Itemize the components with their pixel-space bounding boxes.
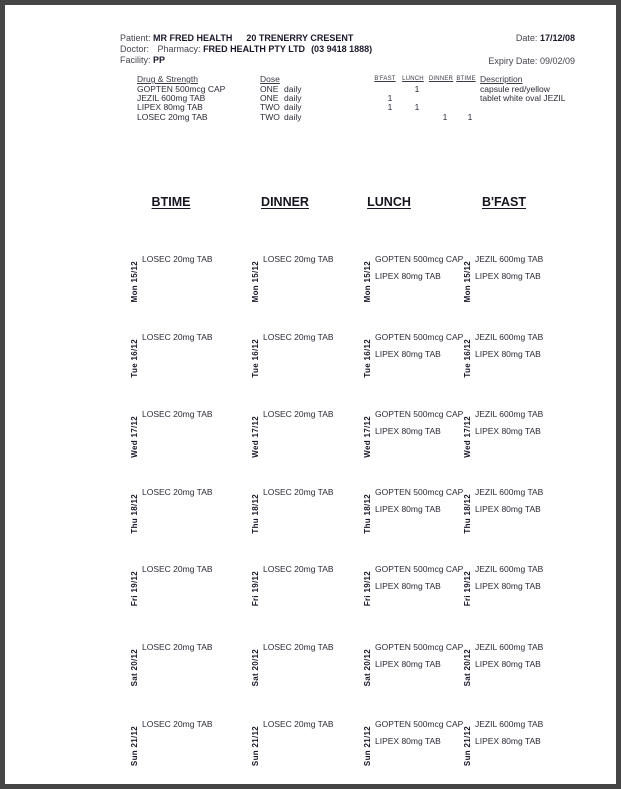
- drug-line: LIPEX 80mg TAB: [475, 271, 541, 281]
- day-label: Sat 20/12: [463, 648, 472, 686]
- grid-cell: [251, 406, 361, 476]
- drug-line: LOSEC 20mg TAB: [142, 409, 213, 419]
- drug-line: LOSEC 20mg TAB: [263, 719, 334, 729]
- pharmacy-phone: (03 9418 1888): [311, 44, 373, 54]
- grid-cell: [463, 251, 573, 321]
- cell-drug-list: [475, 329, 543, 363]
- grid-cell: [363, 639, 473, 709]
- drug-line: LIPEX 80mg TAB: [375, 581, 441, 591]
- cell-drug-list: [263, 406, 334, 423]
- drug-line: LOSEC 20mg TAB: [263, 641, 334, 652]
- cell-drug-list: [142, 484, 213, 501]
- med-drug: JEZIL 600mg TAB: [137, 93, 206, 104]
- drug-line: LOSEC 20mg TAB: [263, 409, 334, 419]
- grid-cell: [463, 484, 573, 554]
- med-dose-freq: daily: [284, 102, 302, 113]
- cell-drug-list: [142, 406, 213, 423]
- cell-drug-list: [142, 716, 213, 733]
- facility-line: [120, 55, 165, 65]
- cell-drug-list: [475, 406, 543, 440]
- grid-cell: [251, 639, 361, 709]
- day-label: Wed 17/12: [251, 416, 260, 458]
- col-header-btime: BTIME: [456, 76, 476, 82]
- cell-drug-list: [263, 484, 334, 501]
- drug-line: LOSEC 20mg TAB: [142, 564, 213, 574]
- grid-cell: [363, 329, 473, 399]
- drug-line: LIPEX 80mg TAB: [375, 736, 441, 746]
- drug-line: LOSEC 20mg TAB: [263, 254, 334, 264]
- cell-drug-list: [263, 329, 334, 346]
- drug-line: LOSEC 20mg TAB: [142, 486, 213, 497]
- drug-line: LOSEC 20mg TAB: [263, 564, 334, 574]
- medication-row: [5, 112, 621, 122]
- day-label: Thu 18/12: [251, 493, 260, 534]
- cell-drug-list: [475, 484, 543, 518]
- cell-drug-list: [142, 251, 213, 268]
- grid-cell: [463, 716, 573, 786]
- cell-drug-list: [375, 716, 463, 750]
- day-label: Sat 20/12: [130, 648, 139, 686]
- drug-line: LIPEX 80mg TAB: [375, 348, 441, 359]
- day-label: Sun 21/12: [130, 726, 139, 767]
- day-label: Mon 15/12: [463, 261, 472, 303]
- med-bfast-count: 1: [387, 102, 393, 113]
- drug-line: JEZIL 600mg TAB: [475, 254, 544, 264]
- drug-line: GOPTEN 500mcg CAP: [375, 486, 464, 497]
- grid-cell: [463, 639, 573, 709]
- day-label: Thu 18/12: [130, 493, 139, 534]
- day-label: Wed 17/12: [130, 416, 139, 458]
- col-header-description: Description: [480, 74, 523, 84]
- drug-line: JEZIL 600mg TAB: [475, 409, 544, 419]
- med-dose-freq: daily: [284, 111, 302, 122]
- day-label: Wed 17/12: [363, 416, 372, 458]
- drug-line: LOSEC 20mg TAB: [142, 331, 213, 342]
- grid-cell: [463, 329, 573, 399]
- date-value: 17/12/08: [539, 33, 575, 43]
- patient-line: [120, 33, 353, 43]
- med-dose-qty: ONE: [260, 93, 279, 104]
- grid-column-header-bfast: B'FAST: [482, 195, 526, 209]
- col-header-drug-strength: Drug & Strength: [137, 74, 198, 84]
- drug-line: LOSEC 20mg TAB: [263, 486, 334, 497]
- drug-line: LIPEX 80mg TAB: [475, 348, 541, 359]
- cell-drug-list: [475, 639, 543, 673]
- day-label: Fri 19/12: [463, 571, 472, 607]
- cell-drug-list: [142, 561, 213, 578]
- drug-line: JEZIL 600mg TAB: [475, 331, 544, 342]
- med-dinner-count: 1: [442, 111, 448, 122]
- day-label: Sat 20/12: [251, 648, 260, 686]
- med-description: capsule red/yellow: [480, 84, 550, 94]
- grid-cell: [463, 406, 573, 476]
- cell-drug-list: [263, 251, 334, 268]
- med-drug: GOPTEN 500mcg CAP: [137, 84, 226, 94]
- med-btime-count: 1: [467, 111, 473, 122]
- grid-cell: [130, 406, 240, 476]
- cell-drug-list: [142, 329, 213, 346]
- grid-cell: [130, 251, 240, 321]
- day-label: Sat 20/12: [363, 648, 372, 686]
- med-drug: LOSEC 20mg TAB: [137, 111, 208, 122]
- expiry-line: [440, 56, 575, 66]
- cell-drug-list: [375, 251, 463, 285]
- cell-drug-list: [375, 561, 463, 595]
- grid-cell: [130, 484, 240, 554]
- grid-column-header-btime: BTIME: [151, 195, 191, 209]
- day-label: Mon 15/12: [130, 261, 139, 303]
- drug-line: JEZIL 600mg TAB: [475, 564, 544, 574]
- col-header-lunch: LUNCH: [402, 76, 424, 82]
- drug-line: LOSEC 20mg TAB: [263, 331, 334, 342]
- pharmacy-label: Pharmacy:: [157, 44, 201, 54]
- drug-line: GOPTEN 500mcg CAP: [375, 719, 464, 729]
- cell-drug-list: [475, 561, 543, 595]
- facility-label: Facility:: [120, 55, 151, 65]
- grid-cell: [251, 329, 361, 399]
- grid-column-header-lunch: LUNCH: [367, 195, 411, 209]
- cell-drug-list: [375, 639, 463, 673]
- patient-name: MR FRED HEALTH: [153, 33, 233, 43]
- cell-drug-list: [263, 639, 334, 656]
- grid-cell: [363, 251, 473, 321]
- med-dose-qty: TWO: [260, 102, 280, 113]
- med-dose-freq: daily: [284, 93, 302, 104]
- drug-line: LIPEX 80mg TAB: [375, 503, 441, 514]
- expiry-date-label: Expiry Date:: [488, 56, 538, 66]
- grid-cell: [363, 561, 473, 631]
- drug-line: JEZIL 600mg TAB: [475, 719, 544, 729]
- cell-drug-list: [263, 561, 334, 578]
- day-label: Sun 21/12: [363, 726, 372, 767]
- cell-drug-list: [142, 639, 213, 656]
- med-dose-qty: ONE: [260, 84, 279, 94]
- grid-cell: [363, 716, 473, 786]
- facility-value: PP: [153, 55, 166, 65]
- day-label: Tue 16/12: [463, 338, 472, 378]
- day-label: Sun 21/12: [251, 726, 260, 767]
- grid-cell: [130, 329, 240, 399]
- grid-column-header-dinner: DINNER: [261, 195, 309, 209]
- drug-line: LIPEX 80mg TAB: [475, 426, 541, 436]
- drug-line: LIPEX 80mg TAB: [475, 503, 541, 514]
- day-label: Sun 21/12: [463, 726, 472, 767]
- day-label: Mon 15/12: [251, 261, 260, 303]
- grid-cell: [130, 716, 240, 786]
- drug-line: LIPEX 80mg TAB: [375, 658, 441, 669]
- drug-line: LIPEX 80mg TAB: [375, 426, 441, 436]
- grid-cell: [130, 639, 240, 709]
- patient-label: Patient:: [120, 33, 151, 43]
- drug-line: JEZIL 600mg TAB: [475, 641, 544, 652]
- drug-line: GOPTEN 500mcg CAP: [375, 409, 464, 419]
- drug-line: GOPTEN 500mcg CAP: [375, 254, 464, 264]
- drug-line: GOPTEN 500mcg CAP: [375, 641, 464, 652]
- med-drug: LIPEX 80mg TAB: [137, 102, 203, 113]
- pharmacy-name: FRED HEALTH PTY LTD: [203, 44, 306, 54]
- doctor-label: Doctor:: [120, 44, 150, 54]
- day-label: Fri 19/12: [251, 571, 260, 607]
- col-header-dinner: DINNER: [428, 76, 454, 82]
- drug-line: GOPTEN 500mcg CAP: [375, 331, 464, 342]
- grid-cell: [251, 716, 361, 786]
- drug-line: LIPEX 80mg TAB: [375, 271, 441, 281]
- cell-drug-list: [375, 406, 463, 440]
- med-bfast-count: 1: [387, 93, 393, 104]
- col-header-dose: Dose: [260, 74, 280, 84]
- day-label: Thu 18/12: [363, 493, 372, 534]
- drug-line: LIPEX 80mg TAB: [475, 736, 541, 746]
- drug-line: LOSEC 20mg TAB: [142, 641, 213, 652]
- day-label: Tue 16/12: [130, 338, 139, 378]
- col-header-bfast: B'FAST: [374, 76, 396, 82]
- date-line: [440, 33, 575, 43]
- med-lunch-count: 1: [414, 102, 420, 113]
- drug-line: LIPEX 80mg TAB: [475, 658, 541, 669]
- day-label: Thu 18/12: [463, 493, 472, 534]
- day-label: Mon 15/12: [363, 261, 372, 303]
- patient-address: 20 TRENERRY CRESENT: [246, 33, 354, 43]
- cell-drug-list: [475, 716, 543, 750]
- cell-drug-list: [263, 716, 334, 733]
- doctor-pharmacy-line: [120, 44, 372, 54]
- med-lunch-count: 1: [414, 84, 420, 94]
- grid-cell: [251, 484, 361, 554]
- grid-cell: [251, 561, 361, 631]
- drug-line: LIPEX 80mg TAB: [475, 581, 541, 591]
- cell-drug-list: [375, 484, 463, 518]
- cell-drug-list: [475, 251, 543, 285]
- day-label: Fri 19/12: [130, 571, 139, 607]
- expiry-date-value: 09/02/09: [539, 56, 575, 66]
- date-label: Date:: [515, 33, 538, 43]
- med-dose-qty: TWO: [260, 111, 280, 122]
- grid-cell: [463, 561, 573, 631]
- day-label: Wed 17/12: [463, 416, 472, 458]
- day-label: Tue 16/12: [251, 338, 260, 378]
- grid-cell: [130, 561, 240, 631]
- grid-cell: [363, 406, 473, 476]
- grid-cell: [363, 484, 473, 554]
- drug-line: GOPTEN 500mcg CAP: [375, 564, 464, 574]
- drug-line: LOSEC 20mg TAB: [142, 254, 213, 264]
- med-description: tablet white oval JEZIL: [480, 93, 566, 104]
- cell-drug-list: [375, 329, 463, 363]
- day-label: Tue 16/12: [363, 338, 372, 378]
- drug-line: JEZIL 600mg TAB: [475, 486, 544, 497]
- grid-cell: [251, 251, 361, 321]
- day-label: Fri 19/12: [363, 571, 372, 607]
- med-dose-freq: daily: [284, 84, 302, 94]
- drug-line: LOSEC 20mg TAB: [142, 719, 213, 729]
